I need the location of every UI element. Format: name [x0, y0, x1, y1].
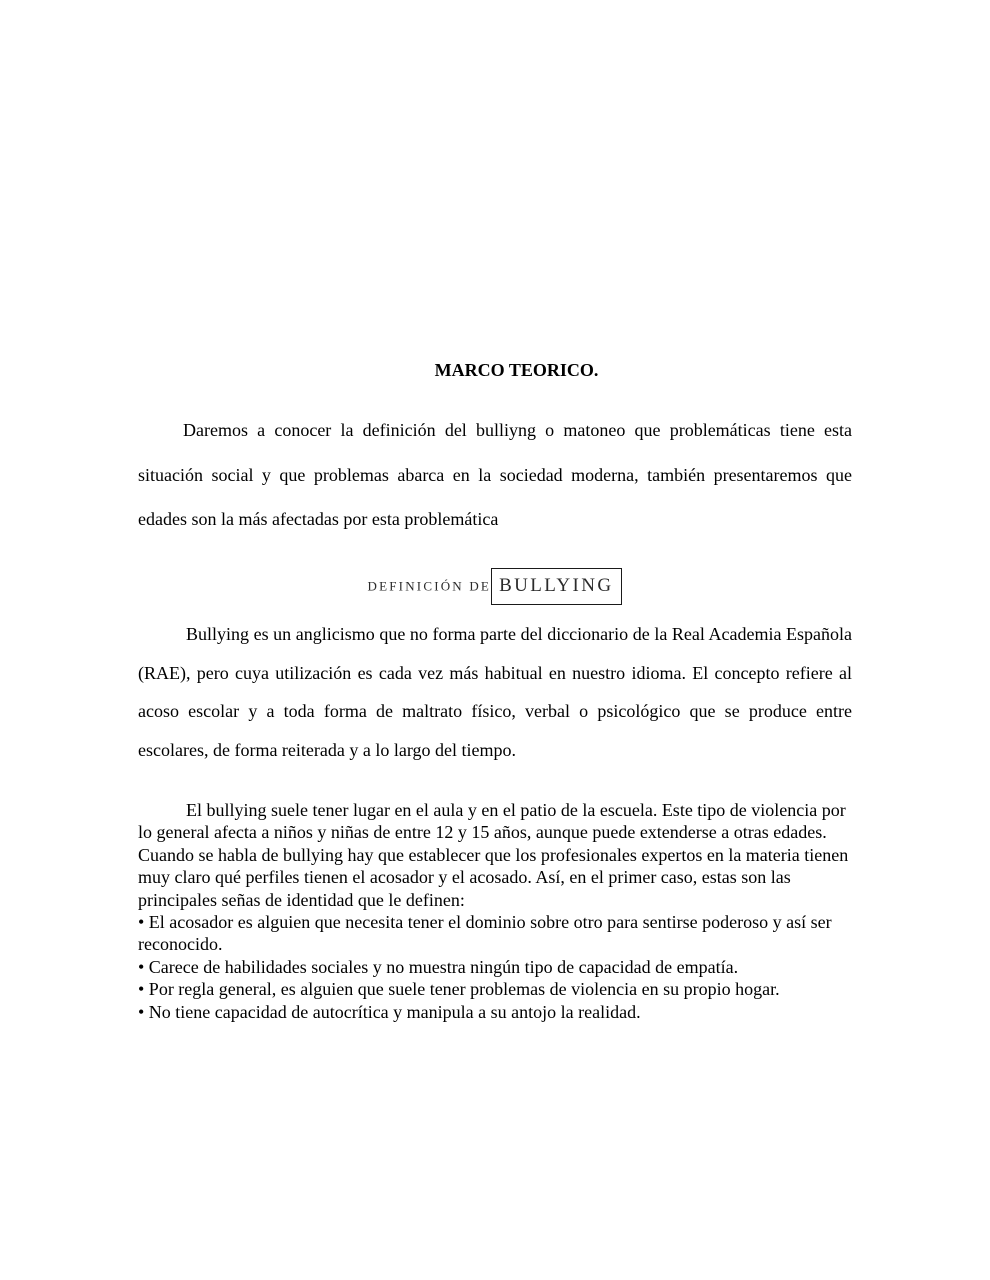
section-heading-prefix: DEFINICIÓN DE: [367, 578, 492, 594]
page-title: MARCO TEORICO.: [434, 360, 599, 380]
profile-paragraph: Cuando se habla de bullying hay que establecer que los profesionales expertos en la materia tienen muy claro qué perfiles tienen el acosador y el acosado. Así, en el primer caso, estas son las principales señas de identidad que le definen:: [138, 844, 849, 910]
body-text-block: [138, 799, 858, 1023]
intro-paragraph: Daremos a conocer la definición del bulliyng o matoneo que problemáticas tiene esta situación social y que problemas abarca en la sociedad moderna, también presentaremos que edades son la más afectadas por esta problemática: [138, 420, 852, 529]
definition-paragraph: Bullying es un anglicismo que no forma parte del diccionario de la Real Academia Española (RAE), pero cuya utilización es cada vez más habitual en nuestro idioma. El concepto refiere al acoso escolar y a toda forma de maltrato físico, verbal o psicológico que se produce entre escolares, de forma reiterada y a lo largo del tiempo.: [138, 624, 852, 760]
bullet-item: • No tiene capacidad de autocrítica y manipula a su antojo la realidad.: [138, 1001, 641, 1022]
bullet-item: • Carece de habilidades sociales y no muestra ningún tipo de capacidad de empatía.: [138, 956, 739, 977]
bullet-item: • El acosador es alguien que necesita tener el dominio sobre otro para sentirse poderoso y así ser reconocido.: [138, 912, 832, 955]
section-heading: [138, 568, 852, 605]
age-paragraph: El bullying suele tener lugar en el aula y en el patio de la escuela. Este tipo de violencia por lo general afecta a niños y niñas de entre 12 y 15 años, aunque puede extenderse a otras edades.: [138, 800, 846, 843]
bullet-item: • Por regla general, es alguien que suele tener problemas de violencia en su propio hogar.: [138, 979, 780, 1000]
section-heading-boxed-word: BULLYING: [491, 568, 622, 605]
